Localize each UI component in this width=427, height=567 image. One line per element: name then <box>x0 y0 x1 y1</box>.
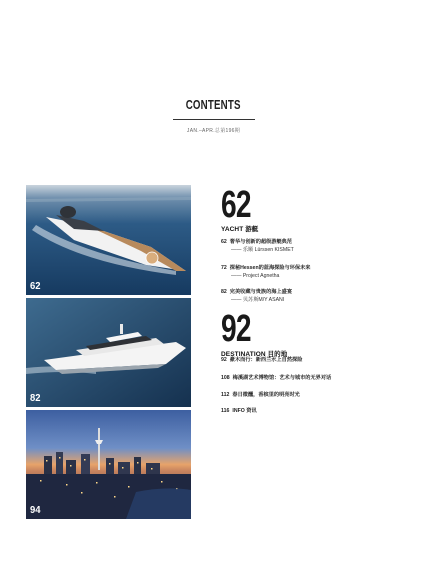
toc-entry[interactable]: 108 梅溪湖艺术博物馆：艺术与城市的无界对话 <box>221 375 332 381</box>
toc-entry[interactable]: 92 豪木而行：新西兰水上自然探险 <box>221 357 303 363</box>
section-heading-destination: DESTINATION 目的地 <box>221 351 288 358</box>
contents-header <box>0 96 427 134</box>
issue-subtitle: JAN.–APR.总第196期 <box>186 128 241 134</box>
section-number-destination: 92 <box>221 308 251 350</box>
yacht-photo-kismet <box>26 185 191 295</box>
toc-entry[interactable]: 82 完美收藏与贵族的海上盛宴 —— 贝苏斯M/Y ASANI <box>221 289 293 303</box>
toc-entry[interactable]: 112 春日微醺，香槟里的明亮时光 <box>221 392 300 398</box>
title-divider <box>173 119 255 120</box>
section-heading-yacht: YACHT 游艇 <box>221 226 259 233</box>
toc-entry[interactable]: 62 奢华与创新的超级游艇典范 —— 乐顺 Lürssen KISMET <box>221 239 294 253</box>
city-photo-auckland <box>26 410 191 519</box>
photo-page-number: 82 <box>30 392 41 404</box>
page-title: CONTENTS <box>186 98 241 112</box>
yacht-photo-asani <box>26 298 191 407</box>
photo-page-number: 62 <box>30 280 41 292</box>
toc-entry[interactable]: 72 探秘Hessen的蓝海探险与环保未来 —— Project Agnetha <box>221 265 311 279</box>
photo-page-number: 94 <box>30 504 41 516</box>
toc-entry[interactable]: 116 INFO 资讯 <box>221 408 257 414</box>
section-number-yacht: 62 <box>221 184 251 226</box>
